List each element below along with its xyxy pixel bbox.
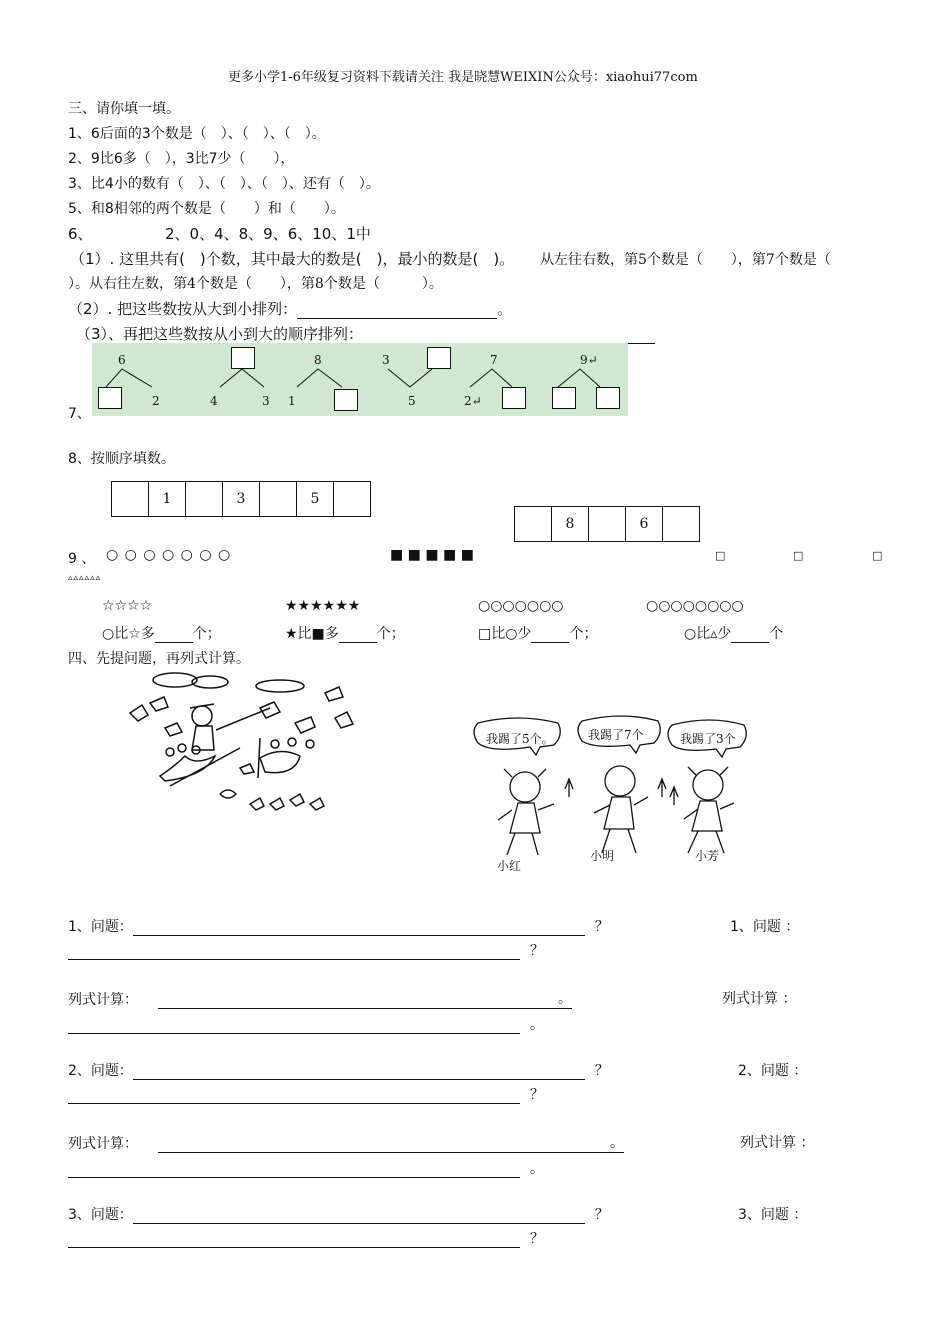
sequence-table-2 xyxy=(514,506,700,542)
calc-1-right-label: 列式计算 ： xyxy=(722,991,797,1007)
q9-small-square: □ xyxy=(872,549,883,562)
bond-2-top-box[interactable] xyxy=(231,347,255,369)
seq1-cell[interactable] xyxy=(260,482,297,517)
problem-2-line2: ？ xyxy=(68,1084,544,1104)
calc-1-line2: 。 xyxy=(68,1014,544,1034)
problem-3-question: 3、问题： ？ xyxy=(68,1207,609,1223)
bond-lines xyxy=(92,343,628,416)
number-bond-panel xyxy=(92,343,628,416)
question-5: 5、和8相邻的两个数是（ ）和（ ）。 xyxy=(68,201,345,217)
question-6-part1c: ）。从右往左数，第4个数是（ ），第8个数是（ ）。 xyxy=(68,276,443,292)
question-2: 2、9比6多（ ），3比7少（ ）， xyxy=(68,151,295,167)
bond-4-left-top: 3 xyxy=(382,353,390,367)
section-3-title: 三、请你填一填。 xyxy=(68,101,180,117)
bond-2-right: 3 xyxy=(262,394,270,408)
bond-1-right: 2 xyxy=(152,394,160,408)
question-3: 3、比4小的数有（ ）、（ ）、（ ）、还有（ ）。 xyxy=(68,176,380,192)
q9-compare-3: □比○少 个； xyxy=(478,626,598,642)
bond-6-right-box[interactable] xyxy=(596,387,620,409)
answer-line[interactable] xyxy=(68,1177,520,1178)
q9-compare-2: ★比■多 个； xyxy=(285,626,405,642)
answer-line[interactable] xyxy=(133,935,585,936)
bubble-xiaoming: 我踢了7个 xyxy=(588,728,644,742)
question-6-part1a: （1）. 这里共有( )个数，其中最大的数是( )，最小的数是( )。 xyxy=(70,250,515,268)
child-name-xiaohong: 小红 xyxy=(497,859,522,873)
q9-group-black-stars: ★★★★★★ xyxy=(285,598,361,614)
seq2-cell[interactable] xyxy=(515,507,552,542)
bond-3-right-box[interactable] xyxy=(334,389,358,411)
bond-3-left: 1 xyxy=(288,394,296,408)
seq1-cell: 1 xyxy=(149,482,186,517)
q9-small-square: □ xyxy=(793,549,804,562)
bubble-xiaofang: 我踢了3个 xyxy=(680,732,736,746)
answer-line[interactable] xyxy=(731,642,769,643)
problem-2-right-label: 2、问题 ： xyxy=(738,1063,808,1079)
answer-line[interactable] xyxy=(158,1008,558,1009)
seq1-cell: 3 xyxy=(223,482,260,517)
answer-line[interactable] xyxy=(68,1247,520,1248)
question-8: 8、按顺序填数。 xyxy=(68,451,175,467)
seq2-cell[interactable] xyxy=(663,507,700,542)
question-6-part3: （3）、再把这些数按从小到大的顺序排列： xyxy=(76,323,655,344)
problem-1-right-label: 1、问题 ： xyxy=(730,919,800,935)
bond-3-top: 8 xyxy=(314,353,322,367)
q9-compare-4: ○比▵少 个 xyxy=(684,626,784,642)
calc-1: 列式计算： 。 xyxy=(68,988,572,1009)
question-1: 1、6后面的3个数是（ ）、（ ）、（ ）。 xyxy=(68,126,326,142)
answer-line[interactable] xyxy=(155,642,193,643)
answer-line[interactable] xyxy=(133,1079,585,1080)
bond-6-top: 9↵ xyxy=(580,353,598,367)
seq2-cell: 6 xyxy=(626,507,663,542)
bond-1-left-box[interactable] xyxy=(98,387,122,409)
question-9-label: 9 、 xyxy=(68,551,96,567)
q9-triangles: ▵▵▵▵▵▵ xyxy=(68,573,102,583)
q9-group-circles-7: ○○○○○○○ xyxy=(478,598,564,614)
q9-circles: ○ ○ ○ ○ ○ ○ ○ xyxy=(106,547,232,563)
bond-5-left: 2↵ xyxy=(464,394,482,408)
calc-2-line2: 。 xyxy=(68,1158,544,1178)
problem-2-question: 2、问题： ？ xyxy=(68,1063,609,1079)
question-6-label: 6、 xyxy=(68,225,93,243)
bubble-xiaohong: 我踢了5个。 xyxy=(486,732,554,746)
answer-line[interactable] xyxy=(68,959,520,960)
problem-1-question: 1、问题： ？ xyxy=(68,919,609,935)
q9-small-square: □ xyxy=(715,549,726,562)
child-name-xiaofang: 小芳 xyxy=(695,849,720,863)
seq1-cell[interactable] xyxy=(334,482,371,517)
answer-line[interactable] xyxy=(158,1152,610,1153)
bond-6-left-box[interactable] xyxy=(552,387,576,409)
page-header: 更多小学1-6年级复习资料下载请关注 我是晓慧WEIXIN公众号：xiaohui77com xyxy=(228,70,698,85)
answer-line[interactable] xyxy=(297,318,497,319)
q9-group-stars: ☆☆☆☆ xyxy=(102,598,153,614)
answer-line[interactable] xyxy=(531,642,569,643)
bond-4-right-box[interactable] xyxy=(427,347,451,369)
bond-5-top: 7 xyxy=(490,353,498,367)
bond-4-bottom: 5 xyxy=(408,394,416,408)
question-7-label: 7、 xyxy=(68,406,91,422)
section-4-title: 四、先提问题，再列式计算。 xyxy=(68,651,250,667)
answer-line[interactable] xyxy=(133,1223,585,1224)
question-6-numbers: 2、0、4、8、9、6、10、1中 xyxy=(165,225,371,243)
child-name-xiaoming: 小明 xyxy=(590,849,615,863)
problem-1-line2: ？ xyxy=(68,940,544,960)
answer-line[interactable] xyxy=(68,1103,520,1104)
bond-5-right-box[interactable] xyxy=(502,387,526,409)
seq2-cell[interactable] xyxy=(589,507,626,542)
question-6-part2: （2）. 把这些数按从大到小排列： 。 xyxy=(68,300,513,318)
bond-1-top: 6 xyxy=(118,353,126,367)
sequence-table-1 xyxy=(111,481,371,517)
question-6-part1b: 从左往右数，第5个数是（ ），第7个数是（ xyxy=(540,252,831,268)
birds-fishing-illustration xyxy=(120,668,370,818)
q9-squares: ■ ■ ■ ■ ■ xyxy=(390,547,474,563)
q9-group-circles-8: ○○○○○○○○ xyxy=(646,598,744,614)
calc-2: 列式计算： 。 xyxy=(68,1132,624,1153)
q9-compare-1: ○比☆多 个； xyxy=(102,626,221,642)
problem-3-line2: ？ xyxy=(68,1228,544,1248)
seq1-cell[interactable] xyxy=(186,482,223,517)
answer-line[interactable] xyxy=(68,1033,520,1034)
answer-line[interactable] xyxy=(339,642,377,643)
calc-2-right-label: 列式计算 ： xyxy=(740,1135,815,1151)
bond-2-left: 4 xyxy=(210,394,218,408)
seq1-cell[interactable] xyxy=(112,482,149,517)
seq1-cell: 5 xyxy=(297,482,334,517)
seq2-cell: 8 xyxy=(552,507,589,542)
problem-3-right-label: 3、问题 ： xyxy=(738,1207,808,1223)
